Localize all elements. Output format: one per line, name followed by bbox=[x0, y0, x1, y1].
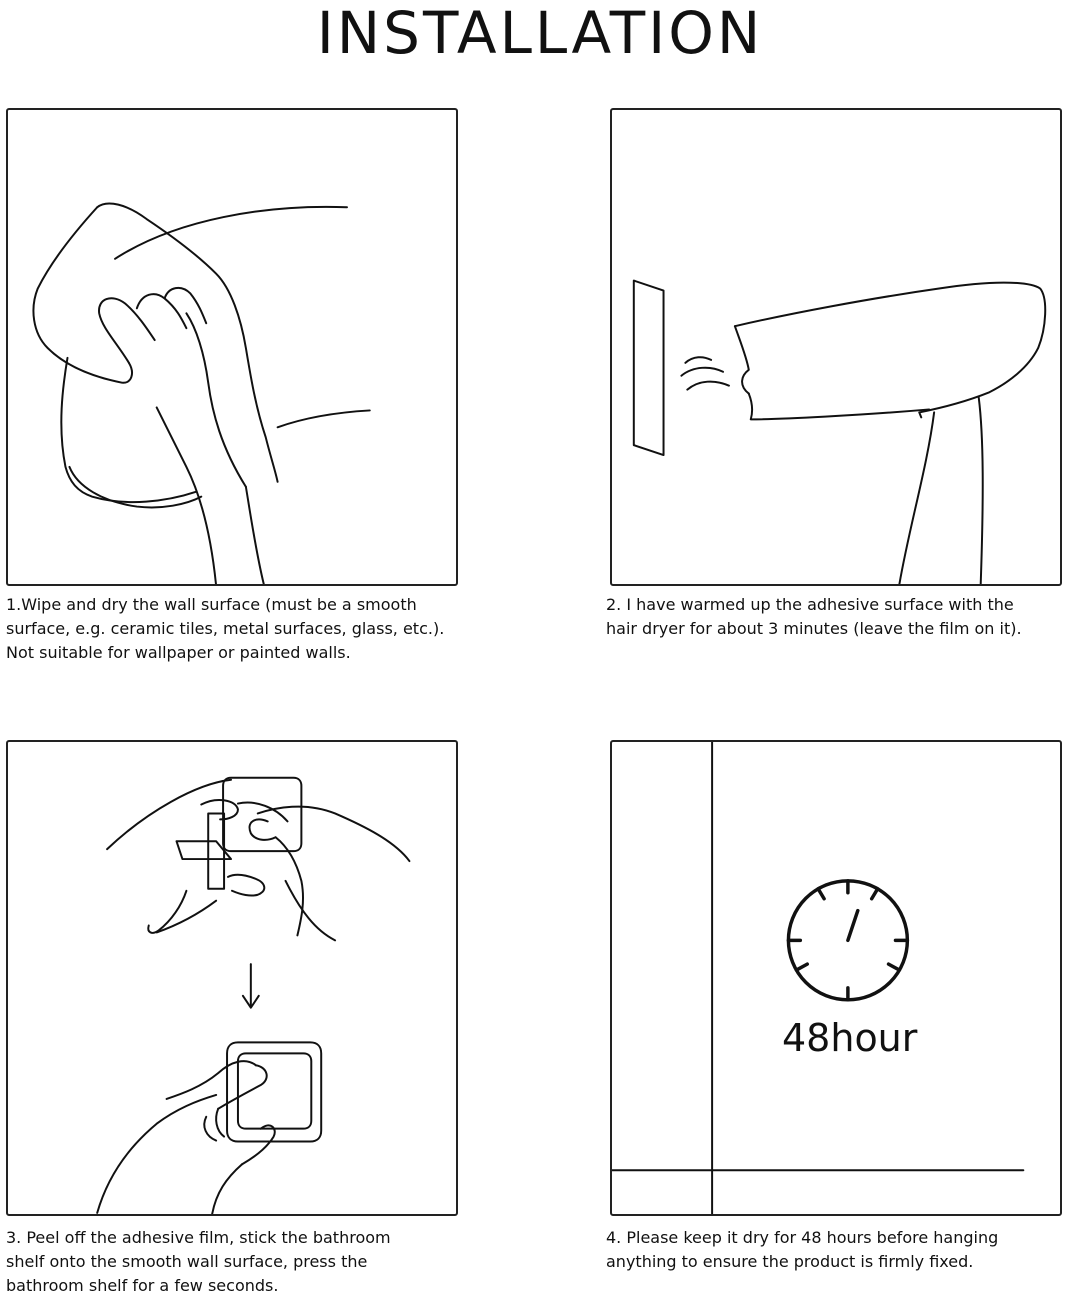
step-4-illustration bbox=[610, 740, 1062, 1216]
clock-icon bbox=[612, 742, 1060, 1214]
peel-and-stick-icon bbox=[8, 742, 456, 1214]
step-1-illustration bbox=[6, 108, 458, 586]
page-title: INSTALLATION bbox=[316, 0, 764, 67]
step-4-caption: 4. Please keep it dry for 48 hours before hanging anything to ensure the product is firmly fixed. bbox=[606, 1228, 999, 1271]
step-2-illustration bbox=[610, 108, 1062, 586]
step-3-caption: 3. Peel off the adhesive film, stick the bathroom shelf onto the smooth wall surface, press the bathroom shelf for a few seconds. bbox=[6, 1228, 391, 1295]
step-1-caption: 1.Wipe and dry the wall surface (must be a smooth surface, e.g. ceramic tiles, metal surfaces, glass, etc.). Not suitable for wallpaper or painted walls. bbox=[6, 595, 445, 662]
hair-dryer-icon bbox=[612, 110, 1060, 584]
wipe-wall-icon bbox=[8, 110, 456, 584]
timer-label: 48hour bbox=[782, 1016, 918, 1060]
step-3-illustration bbox=[6, 740, 458, 1216]
step-2-caption: 2. I have warmed up the adhesive surface with the hair dryer for about 3 minutes (leave the film on it). bbox=[606, 595, 1022, 638]
